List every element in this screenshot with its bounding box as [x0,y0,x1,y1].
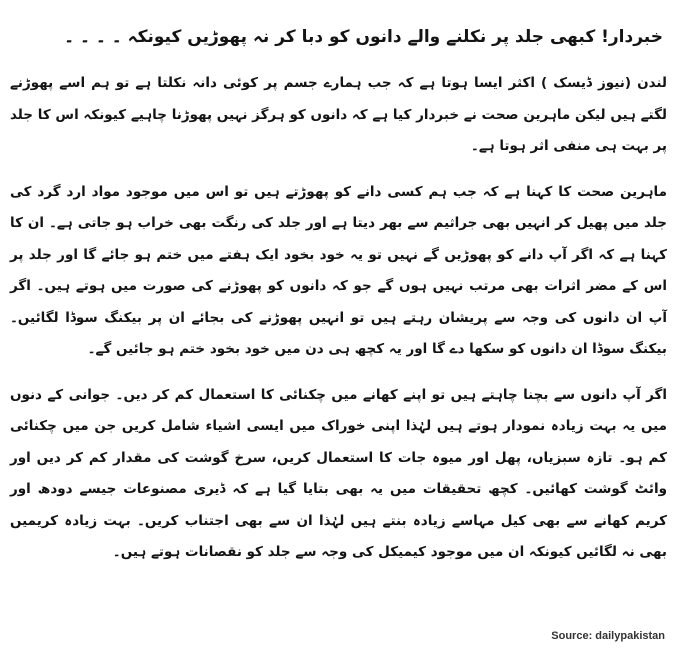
article-paragraph-2: ماہرین صحت کا کہنا ہے کہ جب ہم کسی دانے کو پھوڑتے ہیں تو اس میں موجود مواد ارد گرد کی جلد میں پھیل کر انہیں بھی جراثیم سے بھر دیتا ہے اور جلد کی رنگت بھی خراب ہو جاتی ہے۔ ان کا کہنا ہے کہ اگر آپ دانے کو پھوڑیں گے نہیں تو یہ خود بخود ایک ہفتے میں ختم ہو جائے گا اور جلد پر اس کے مضر اثرات بھی مرتب نہیں ہوں گے جو کہ دانوں کو پھوڑنے کی صورت میں ہوتے ہیں۔ اگر آپ ان دانوں کی وجہ سے پریشان رہتے ہیں تو انہیں پھوڑنے کی بجائے ان پر بیکنگ سوڈا لگائیں۔ بیکنگ سوڈا ان دانوں کو سکھا دے گا اور یہ کچھ ہی دن میں خود بخود ختم ہو جائیں گے۔ [10,183,667,357]
article-headline: خبردار! کبھی جلد پر نکلنے والے دانوں کو دبا کر نہ پھوڑیں کیونکہ ۔ ۔ ۔ ۔ [64,27,663,47]
article-paragraph-1: لندن (نیوز ڈیسک ) اکثر ایسا ہوتا ہے کہ جب ہمارے جسم پر کوئی دانہ نکلتا ہے تو ہم اسے پھوڑنے لگتے ہیں لیکن ماہرین صحت نے خبردار کیا ہے کہ دانوں کو ہرگز نہیں پھوڑنا چاہیے کیونکہ اس کا جلد پر بہت ہی منفی اثر ہوتا ہے۔ [10,75,667,154]
news-article [10,10,667,583]
source-credit: Source: dailypakistan [551,630,665,642]
article-paragraph-3: اگر آپ دانوں سے بچنا چاہتے ہیں تو اپنے کھانے میں چکنائی کا استعمال کم کر دیں۔ جوانی کے دنوں میں یہ بہت زیادہ نمودار ہوتے ہیں لہٰذا اپنی خوراک میں ایسی اشیاء شامل کریں جن میں چکنائی کم ہو۔ تازہ سبزیاں، پھل اور میوہ جات کا استعمال کریں، سرخ گوشت کی مقدار کم کر دیں اور وائٹ گوشت کھائیں۔ کچھ تحقیقات میں یہ بھی بتایا گیا ہے کہ ڈیری مصنوعات جیسے دودھ اور کریم کھانے سے بھی کیل مہاسے زیادہ بنتے ہیں لہٰذا ان سے بھی اجتناب کریں۔ بہت زیادہ کریمیں بھی نہ لگائیں کیونکہ ان میں موجود کیمیکل کی وجہ سے جلد کو نقصانات ہوتے ہیں۔ [10,386,667,560]
